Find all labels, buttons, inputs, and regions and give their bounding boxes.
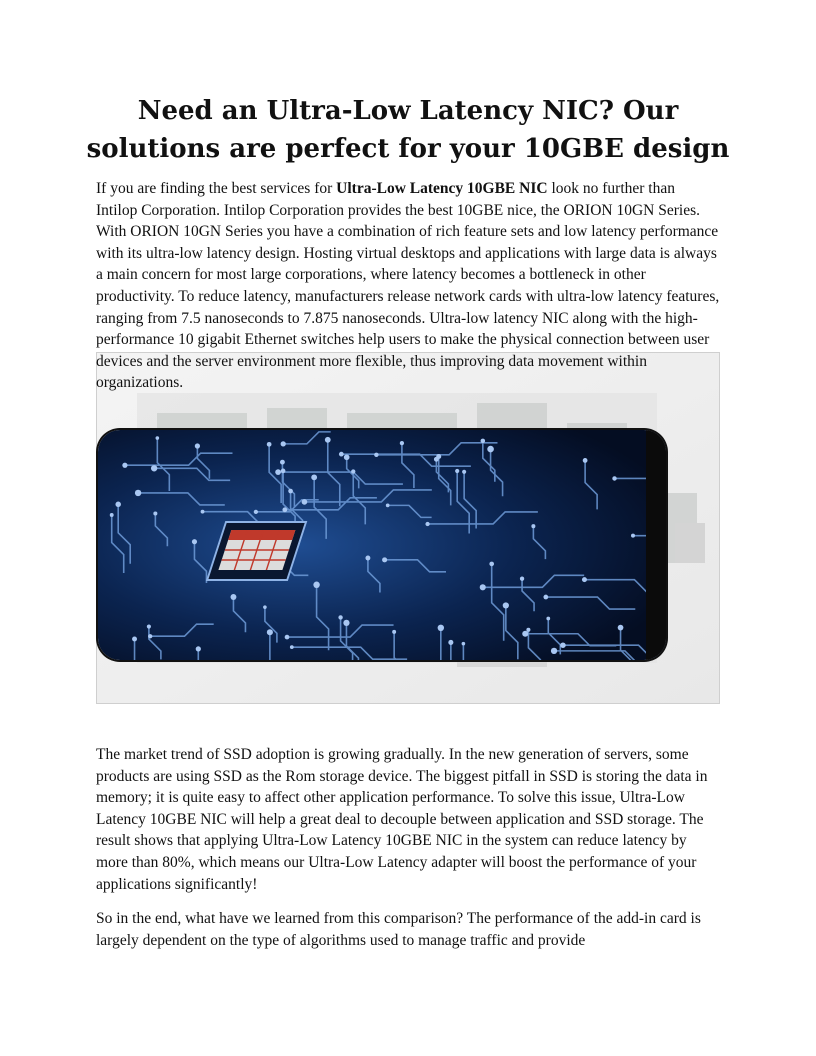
circuit-pad	[192, 539, 197, 544]
circuit-pad	[196, 646, 201, 651]
intro-paragraph	[96, 178, 720, 394]
circuit-pad	[201, 510, 205, 514]
circuit-pad	[438, 625, 444, 631]
circuit-pad	[338, 615, 342, 619]
circuit-pad	[115, 502, 120, 507]
circuit-pad	[351, 469, 355, 473]
circuit-pad	[489, 562, 494, 567]
circuit-pad	[374, 453, 378, 457]
circuit-pad	[132, 637, 137, 642]
circuit-pad	[267, 629, 273, 635]
circuit-pad	[618, 625, 624, 631]
circuit-pad	[313, 582, 319, 588]
circuit-pad	[392, 630, 396, 634]
circuit-pad	[135, 490, 141, 496]
circuit-pad	[546, 617, 550, 621]
circuit-pad	[462, 470, 466, 474]
title-line-2: solutions are perfect for your 10GBE design	[86, 134, 730, 164]
circuit-pad	[343, 620, 349, 626]
circuit-pad	[281, 441, 286, 446]
circuit-pad	[254, 510, 258, 514]
circuit-pad	[302, 499, 308, 505]
circuit-pad	[526, 628, 530, 632]
circuit-pad	[311, 474, 317, 480]
circuit-pad	[325, 437, 331, 443]
conclusion-paragraph: So in the end, what have we learned from this comparison? The performance of the add-in card is largely dependent on the type of algorithms used to manage traffic and provide	[96, 910, 701, 949]
circuit-pad	[583, 458, 588, 463]
intro-text-start: If you are finding the best services for	[96, 180, 337, 197]
circuit-pad	[560, 642, 566, 648]
circuit-board-chip-graphic	[98, 430, 666, 660]
circuit-pad	[290, 645, 294, 649]
circuit-pad	[448, 640, 453, 645]
circuit-pad	[382, 557, 387, 562]
circuit-pad	[522, 631, 528, 637]
circuit-pad	[275, 469, 281, 475]
circuit-pad	[551, 648, 557, 654]
circuit-pad	[281, 469, 286, 474]
circuit-pad	[195, 443, 200, 448]
circuit-pad	[631, 534, 635, 538]
circuit-pad	[365, 556, 370, 561]
circuit-pad	[531, 524, 535, 528]
circuit-pad	[339, 452, 344, 457]
circuit-pad	[462, 642, 466, 646]
circuit-pad	[151, 465, 157, 471]
ssd-paragraph: The market trend of SSD adoption is growing gradually. In the new generation of servers, some products are using SSD as the Rom storage device. The biggest pitfall in SSD is storing the data in memory; it is quite easy to affect other application performance. To solve this issue, Ultra-Low Latency 10GBE NIC will help a great deal to decouple between application and SSD storage. The result shows that applying Ultra-Low Latency 10GBE NIC in the system can reduce latency by more than 80%, which means our Ultra-Low Latency adapter will boost the performance of your applications significantly!	[96, 746, 708, 893]
circuit-pad	[520, 577, 524, 581]
circuit-pad	[147, 624, 151, 628]
circuit-pad	[148, 634, 152, 638]
circuit-pad	[156, 436, 160, 440]
title-line-1: Need an Ultra-Low Latency NIC? Our	[137, 96, 679, 126]
circuit-pad	[263, 605, 267, 609]
circuit-pad	[153, 511, 157, 515]
circuit-pad	[122, 463, 127, 468]
circuit-pad	[425, 522, 429, 526]
intro-keyword-bold: Ultra-Low Latency 10GBE NIC	[336, 180, 548, 197]
circuit-pad	[487, 446, 494, 453]
circuit-pad	[612, 476, 616, 480]
intro-text-rest: look no further than Intilop Corporation. Intilop Corporation provides the best 10GBE nice, the ORION 10GN Series. With ORION 10GN Series you have a combination of rich feature sets and low latency performance with its ultra-low latency design. Hosting virtual desktops and applications with large data is always a main concern for most large corporations, where latency becomes a bottleneck in other productivity. To reduce latency, manufacturers release network cards with ultra-low latency features, ranging from 7.5 nanoseconds to 7.875 nanoseconds. Ultra-low latency NIC along with the high-performance 10 gigabit Ethernet switches help users to make the physical connection between user devices and the server environment more flexible, thus improving data movement within organizations.	[96, 180, 720, 392]
circuit-pad	[455, 469, 459, 473]
circuit-pad	[285, 635, 290, 640]
circuit-pad	[543, 595, 548, 600]
circuit-pad	[282, 507, 287, 512]
circuit-pad	[280, 460, 285, 465]
circuit-pad	[434, 457, 439, 462]
circuit-board-image	[98, 430, 666, 660]
circuit-pad	[288, 489, 293, 494]
page-title	[60, 92, 756, 168]
circuit-pad	[400, 441, 404, 445]
circuit-pad	[386, 504, 390, 508]
circuit-pad	[344, 454, 350, 460]
circuit-pad	[267, 442, 272, 447]
circuit-pad	[503, 602, 509, 608]
circuit-pad	[481, 439, 486, 444]
circuit-pad	[110, 513, 114, 517]
circuit-pad	[231, 594, 237, 600]
circuit-pad	[480, 584, 486, 590]
circuit-pad	[582, 577, 587, 582]
